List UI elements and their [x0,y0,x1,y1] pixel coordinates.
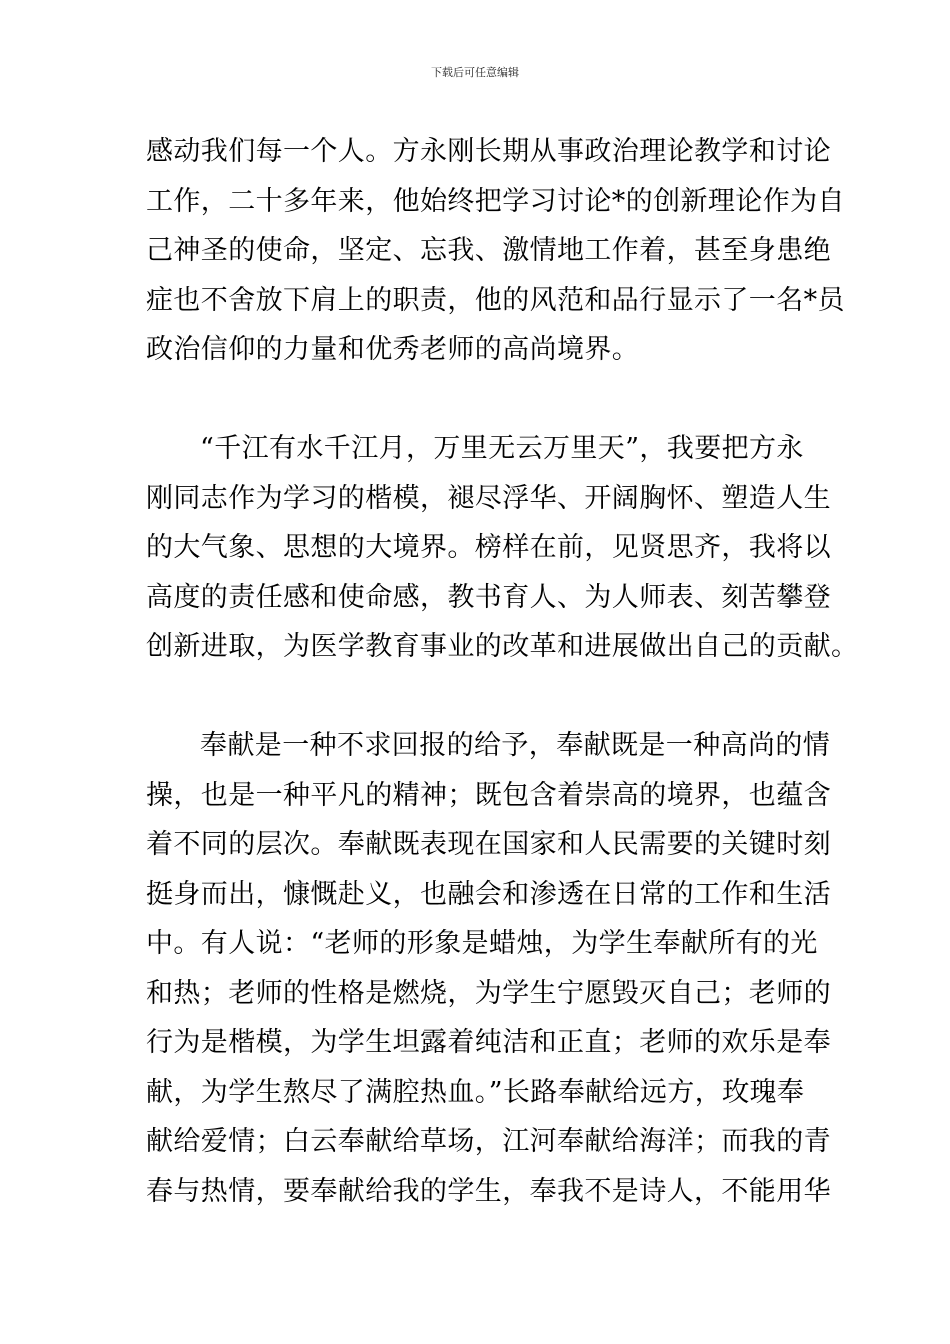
document-body [146,127,859,1216]
text-line: “千江有水千江月，万里无云万里天”，我要把方永 [200,433,804,464]
page-header: 下载后可任意编辑 [431,66,519,79]
text-line: 着不同的层次。奉献既表现在国家和人民需要的关键时刻 [146,829,831,860]
text-line: 高度的责任感和使命感，教书育人、为人师表、刻苦攀登 [146,581,831,613]
text-line: 行为是楷模，为学生坦露着纯洁和正直；老师的欢乐是奉 [146,1027,831,1058]
text-line: 奉献是一种不求回报的给予，奉献既是一种高尚的情 [200,730,831,761]
paragraph [146,424,859,672]
text-line: 感动我们每一个人。方永刚长期从事政治理论教学和讨论 [146,136,831,167]
text-line: 献给爱情；白云奉献给草场，江河奉献给海洋；而我的青 [146,1126,831,1157]
text-line: 创新进取，为医学教育事业的改革和进展做出自己的贡献。 [146,631,859,662]
paragraph [146,721,831,1216]
text-line: 春与热情，要奉献给我的学生，奉我不是诗人，不能用华 [146,1175,831,1207]
text-line: 中。有人说：“老师的形象是蜡烛，为学生奉献所有的光 [146,928,818,959]
text-line: 挺身而出，慷慨赴义，也融会和渗透在日常的工作和生活 [146,878,831,910]
paragraph [146,127,845,375]
text-line: 和热；老师的性格是燃烧，为学生宁愿毁灭自己；老师的 [146,977,831,1009]
text-line: 操，也是一种平凡的精神；既包含着崇高的境界，也蕴含 [146,779,831,811]
text-line: 的大气象、思想的大境界。榜样在前，见贤思齐，我将以 [146,532,831,563]
text-line: 政治信仰的力量和优秀老师的高尚境界。 [146,334,640,365]
text-line: 工作，二十多年来，他始终把学习讨论*的创新理论作为自 [146,185,845,217]
text-line: 刚同志作为学习的楷模，褪尽浮华、开阔胸怀、塑造人生 [146,482,831,514]
text-line: 献，为学生熬尽了满腔热血。”长路奉献给远方，玫瑰奉 [146,1076,805,1108]
text-line: 己神圣的使命，坚定、忘我、激情地工作着，甚至身患绝 [146,235,831,266]
text-line: 症也不舍放下肩上的职责，他的风范和品行显示了一名*员 [146,284,845,316]
